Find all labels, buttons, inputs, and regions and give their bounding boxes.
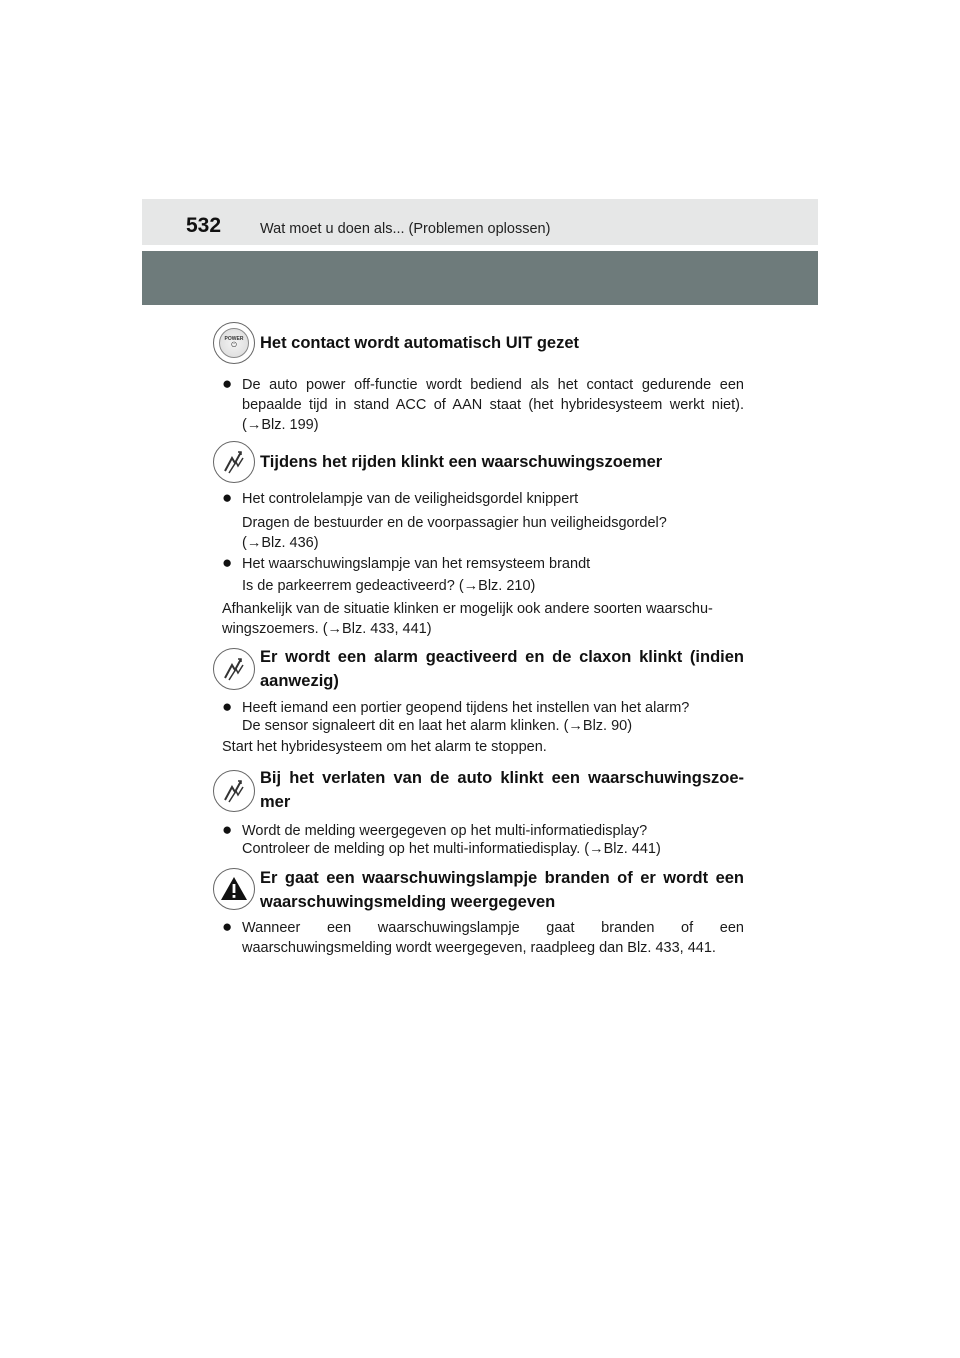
bullet-subline: Controleer de melding op het multi-informatiedisplay. (→Blz. 441) (242, 841, 661, 857)
warning-triangle-icon (213, 868, 255, 910)
bullet-subline: De sensor signaleert dit en laat het alarm klinken. (→Blz. 90) (242, 718, 633, 734)
chapter-title: Wat moet u doen als... (Problemen oplossen) (260, 221, 551, 237)
bullet-icon: ● (222, 374, 233, 393)
section-heading-auto-power-off: Het contact wordt automatisch UIT gezet (260, 334, 580, 352)
power-label: POWER (224, 336, 244, 342)
power-button-icon (213, 322, 255, 364)
section-note: Start het hybridesysteem om het alarm te stoppen. (222, 739, 547, 755)
section-band (142, 251, 818, 305)
section-heading-exit-buzzer: Bij het verlaten van de auto klinkt een waarschuwingszoe- (260, 769, 744, 787)
exit-buzzer-icon (213, 770, 255, 812)
bullet-icon: ● (222, 697, 233, 716)
bullet-text: Wordt de melding weergegeven op het multi-informatiedisplay? (242, 823, 648, 839)
power-symbol-icon: ⏻ (231, 342, 237, 349)
bullet-subline: Is de parkeerrem gedeactiveerd? (→Blz. 210) (242, 578, 536, 594)
bullet-text: Wanneer een waarschuwingslampje gaat branden of een waarschuwingsmelding wordt weergegeven, raadpleeg dan Blz. 433, 441. (242, 920, 744, 956)
bullet-icon: ● (222, 553, 233, 572)
page-number: 532 (186, 214, 222, 237)
section-heading-exit-buzzer-cont: mer (260, 793, 291, 811)
bullet-icon: ● (222, 917, 233, 936)
section-note-line: Afhankelijk van de situatie klinken er mogelijk ook andere soorten waarschu- (222, 601, 713, 617)
alarm-icon (213, 648, 255, 690)
section-heading-alarm: Er wordt een alarm geactiveerd en de claxon klinkt (indien aanwezig) (260, 648, 744, 690)
section-heading-driving-buzzer: Tijdens het rijden klinkt een waarschuwingszoemer (260, 453, 663, 471)
bullet-text: Het waarschuwingslampje van het remsysteem brandt (242, 556, 591, 572)
bullet-icon: ● (222, 488, 233, 507)
bullet-icon: ● (222, 820, 233, 839)
bullet-text: De auto power off-functie wordt bediend als het contact gedurende een bepaalde tijd in stand ACC of AAN staat (het hybridesysteem werkt niet). (→Blz. 199) (242, 377, 744, 433)
section-note-line: wingszoemers. (→Blz. 433, 441) (222, 621, 432, 637)
section-heading-warning-light: Er gaat een waarschuwingslampje branden of er wordt een waarschuwingsmelding weergegeven (260, 869, 744, 911)
warning-buzzer-icon (213, 441, 255, 483)
bullet-text: Heeft iemand een portier geopend tijdens het instellen van het alarm? (242, 700, 690, 716)
bullet-subline: Dragen de bestuurder en de voorpassagier hun veiligheidsgordel? (→Blz. 436) (242, 515, 667, 551)
bullet-text: Het controlelampje van de veiligheidsgordel knippert (242, 491, 579, 507)
